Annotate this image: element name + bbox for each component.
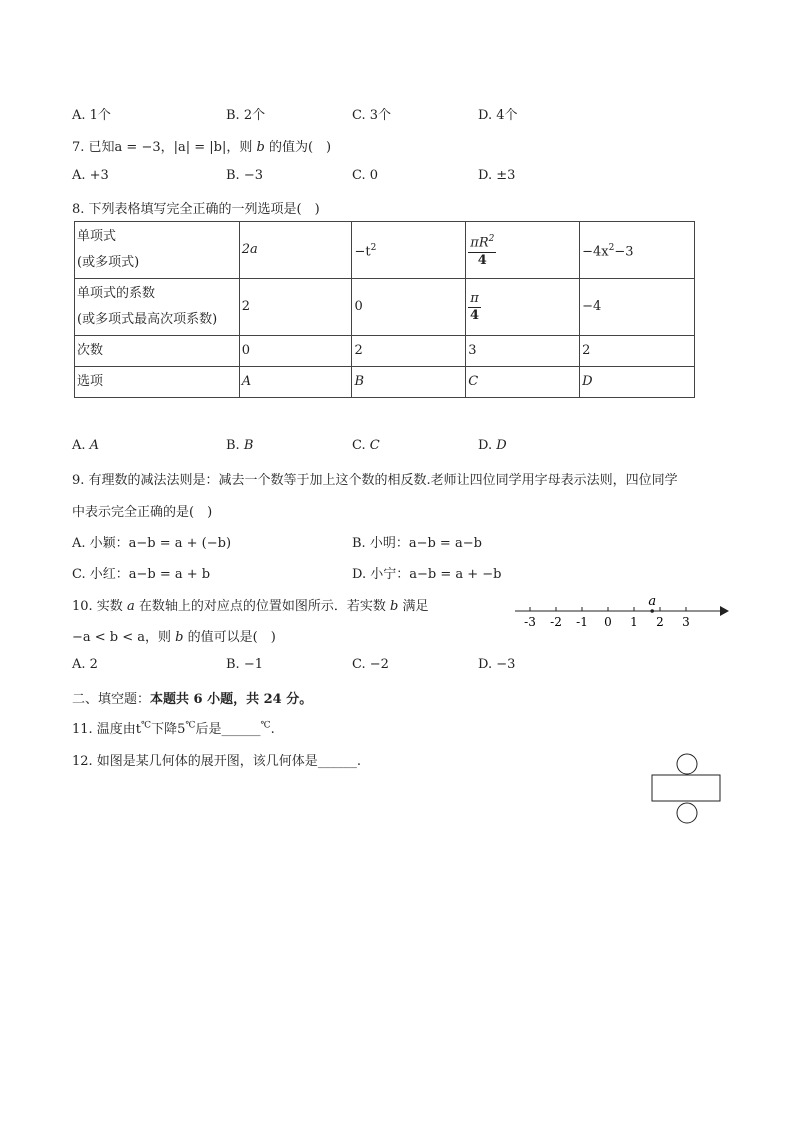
net-top-circle (677, 754, 697, 774)
q8-cell-1-c-num: πR (470, 235, 489, 251)
q8-row2-header-line2: (或多项式最高次项系数) (77, 312, 218, 327)
q9-option-d: D. 小宁：a−b = a + −b (352, 567, 502, 582)
number-line-ticks (524, 607, 690, 629)
q8-option-c-label: C. (352, 438, 366, 453)
q12-end: . (356, 754, 361, 769)
q8-stem: 8. 下列表格填写完全正确的一列选项是( ) (72, 202, 320, 217)
q11-stem (72, 718, 275, 737)
net-rectangle (652, 775, 720, 801)
q10-stem-line2 (72, 626, 276, 645)
q8-row3-header: 次数 (75, 336, 240, 367)
q8-cell-1-c-exp: 2 (488, 234, 495, 245)
q7-option-d: D. ±3 (478, 168, 516, 183)
q8-row2-header-line1: 单项式的系数 (77, 286, 156, 301)
q8-cell-1-d (580, 222, 695, 279)
q10-stem-mid: 在数轴上的对应点的位置如图所示．若实数 (138, 599, 386, 614)
q7-stem (72, 136, 331, 155)
q6-option-c: C. 3个 (352, 108, 392, 123)
q7-stem-var: b (256, 140, 265, 155)
q10-stem-line1 (72, 595, 429, 614)
number-line-tick-label: 3 (682, 615, 690, 629)
number-line-tick-label: 0 (604, 615, 612, 629)
q8-cell-1-b (352, 222, 466, 279)
q10-option-c: C. −2 (352, 657, 389, 672)
q8-cell-1-b-exp: 2 (370, 242, 377, 253)
q8-cell-4-a: A (239, 367, 352, 398)
point-a-marker (650, 609, 654, 613)
number-line-tick-label: -1 (576, 615, 588, 629)
q8-option-a (72, 438, 99, 453)
q8-cell-1-c-den: 4 (477, 252, 487, 268)
q8-option-a-label: A. (72, 438, 86, 453)
q8-row1-header (75, 222, 240, 279)
number-line-tick-label: -3 (524, 615, 536, 629)
q8-cell-1-d-text: −4x (582, 244, 609, 260)
point-a-label: a (648, 594, 657, 609)
q8-cell-2-c-num: π (470, 290, 479, 306)
number-line-tick-label: -2 (550, 615, 562, 629)
q10-option-b: B. −1 (226, 657, 263, 672)
q8-option-b-label: B. (226, 438, 240, 453)
q8-option-d-label: D. (478, 438, 493, 453)
q10-stem2-suffix: 的值可以是( ) (187, 630, 276, 645)
q8-cell-1-d-exp: 2 (608, 242, 615, 253)
q7-stem-prefix: 7. 已知 (72, 140, 115, 155)
q8-cell-2-c-fraction (468, 291, 481, 324)
q8-row1-header-line2: (或多项式) (77, 255, 140, 270)
q11-degree-1: ℃ (141, 720, 152, 731)
q11-after: 后是 (195, 722, 222, 737)
q12-text: 12. 如图是某几何体的展开图，该几何体是 (72, 754, 318, 769)
q8-option-c-value: C (369, 438, 380, 453)
section2-heading (72, 688, 312, 707)
q8-cell-2-a: 2 (239, 279, 352, 336)
q7-option-a: A. +3 (72, 168, 109, 183)
q8-row-monomial (75, 222, 695, 279)
q8-cell-3-c: 3 (466, 336, 580, 367)
net-bottom-circle (677, 803, 697, 823)
q8-option-b-value: B (243, 438, 254, 453)
q12-net-figure (646, 750, 726, 830)
q10-stem-prefix: 10. 实数 (72, 599, 123, 614)
q8-cell-2-d: −4 (580, 279, 695, 336)
q8-cell-2-c-den: 4 (470, 307, 480, 323)
q8-cell-3-b: 2 (352, 336, 466, 367)
q11-degree-2: ℃ (185, 720, 196, 731)
q11-mid: 下降5 (151, 722, 186, 737)
q8-cell-1-a (239, 222, 352, 279)
q8-cell-3-d: 2 (580, 336, 695, 367)
q11-prefix: 11. 温度由t (72, 722, 142, 737)
q8-row-option (75, 367, 695, 398)
q8-row1-header-line1: 单项式 (77, 229, 117, 244)
q8-cell-1-d-rest: −3 (614, 244, 634, 260)
q8-option-b (226, 438, 253, 453)
q8-cell-1-a-text: 2a (241, 242, 258, 257)
section2-bold: 本题共 6 小题，共 24 分。 (150, 692, 313, 707)
q7-option-c: C. 0 (352, 168, 379, 183)
q9-option-c: C. 小红：a−b = a + b (72, 567, 211, 582)
q12-answer-blank[interactable]: ______ (317, 754, 357, 769)
section2-prefix: 二、填空题： (72, 692, 151, 707)
q10-stem-var-b: b (390, 599, 399, 614)
q11-degree-3: ℃ (260, 720, 271, 731)
number-line-arrow-icon (720, 606, 729, 616)
q6-option-d: D. 4个 (478, 108, 518, 123)
q8-row-degree (75, 336, 695, 367)
q10-option-d: D. −3 (478, 657, 516, 672)
q12-stem (72, 750, 361, 769)
q8-cell-1-c-fraction (468, 231, 496, 268)
q8-table (74, 221, 695, 398)
q6-option-b: B. 2个 (226, 108, 266, 123)
q7-stem-suffix: 的值为( ) (268, 140, 332, 155)
q10-stem-var-a: a (126, 599, 135, 614)
q8-cell-2-b: 0 (352, 279, 466, 336)
q8-option-c (352, 438, 380, 453)
q8-option-d-value: D (496, 438, 507, 453)
q8-option-d (478, 438, 507, 453)
q8-cell-2-c (466, 279, 580, 336)
q8-option-a-value: A (89, 438, 100, 453)
q9-option-b: B. 小明：a−b = a−b (352, 536, 482, 551)
q11-answer-blank[interactable]: ______ (221, 722, 261, 737)
q8-row4-header: 选项 (75, 367, 240, 398)
q10-option-a: A. 2 (72, 657, 98, 672)
q9-option-a: A. 小颖：a−b = a + (−b) (72, 536, 232, 551)
q7-stem-condition: a = −3，|a| = |b|，则 (114, 140, 253, 155)
q6-option-a: A. 1个 (72, 108, 111, 123)
q9-stem-line2: 中表示完全正确的是( ) (72, 505, 213, 520)
q10-stem-suffix: 满足 (402, 599, 429, 614)
q8-cell-4-b: B (352, 367, 466, 398)
q10-stem2-var: b (175, 630, 184, 645)
q8-cell-4-c: C (466, 367, 580, 398)
q7-option-b: B. −3 (226, 168, 263, 183)
q8-cell-1-b-text: −t (354, 244, 371, 260)
q8-cell-3-a: 0 (239, 336, 352, 367)
q8-cell-1-c (466, 222, 580, 279)
q10-number-line (510, 590, 730, 630)
number-line-tick-label: 1 (630, 615, 638, 629)
q8-row-coefficient (75, 279, 695, 336)
q9-stem-line1: 9. 有理数的减法法则是：减去一个数等于加上这个数的相反数.老师让四位同学用字母表示法则，四位同学 (72, 473, 678, 488)
q11-end: . (270, 722, 275, 737)
q10-stem2-prefix: −a < b < a，则 (72, 630, 172, 645)
q8-row2-header (75, 279, 240, 336)
number-line-tick-label: 2 (656, 615, 664, 629)
q8-cell-4-d: D (580, 367, 695, 398)
